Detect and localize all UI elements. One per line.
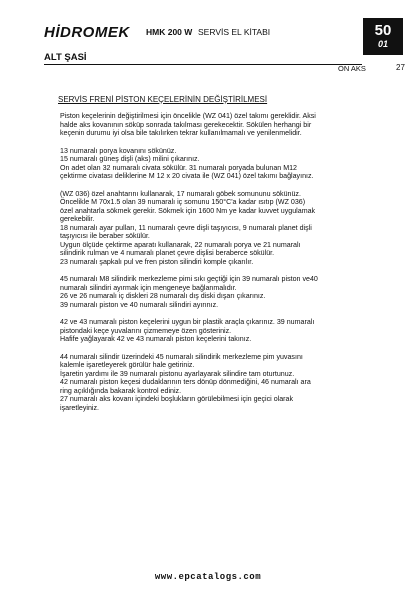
model-name: HMK 200 W xyxy=(146,27,193,37)
paragraph: 42 ve 43 numaralı piston keçelerini uygun bir plastik araçla çıkarınız. 39 numaralı pistondaki keçe yuvalarını çizmemeye özen gösteriniz. Hafife yağlayarak 42 ve 43 numaralı piston keçelerini takınız. xyxy=(60,318,315,343)
document-title: SERVİS FRENİ PİSTON KEÇELERİNİN DEĞİŞTİRİLMESİ xyxy=(58,95,268,104)
book-title: SERVİS EL KİTABI xyxy=(198,27,271,37)
subsection-title: ÖN AKS xyxy=(338,64,366,73)
page-number: 27 xyxy=(396,63,405,72)
paragraph: 45 numaralı M8 silindirik merkezleme pimi sıkı geçtiği için 39 numaralı piston ve40 numaralı silindiri ayırmak için mengeneye bağlanmalıdır. 26 ve 26 numaralı iç diskleri 28 numaralı dış diski dışarı çıkarınız. 39 numaralı piston ve 40 numaralı silindiri ayırınız. xyxy=(60,275,318,309)
chapter-sub-number: 01 xyxy=(377,39,388,49)
paragraph: Piston keçelerinin değiştirilmesi için öncelikle (WZ 041) özel takımı gereklidir. Aksi halde aks kovanının söküp sonrada takılması gerekecektir. Sökülen herhangi bir keçenin durumu iyi olsa bile takılırken tekrar kullanılmamalı ve yenilenmelidir. xyxy=(60,112,316,137)
brand-logo: HİDROMEK xyxy=(44,24,130,41)
paragraph: 13 numaralı porya kovanını sökünüz. 15 numaralı güneş dişli (aks) milini çıkarınız. On adet olan 32 numaralı civata sökülür. 31 numaralı poryada bulunan M12 çektirme civatası deliklerine M 12 x 20 civata ile (WZ 041) özel takımı bağlayınız. xyxy=(60,146,314,180)
paragraph: 44 numaralı silindir üzerindeki 45 numaralı silindirik merkezleme pim yuvasını kalemle işaretleyerek görülür hale getiriniz. İşaretin yardımı ile 39 numaralı pistonu ayarlayarak silindire tam oturtunuz. 42 numaralı piston keçesi dudaklarının ters dönüp dönmediğini, 46 numaralı ara ring açıklığında bakarak kontrol ediniz. 27 numaralı aks kovanı içindeki boşlukların görülebilmesi için geçici olarak işaretleyiniz. xyxy=(60,352,311,412)
chapter-number: 50 xyxy=(374,22,392,39)
paragraph: (WZ 036) özel anahtarını kullanarak, 17 numaralı göbek somununu sökünüz. Öncelikle M 70x1.5 olan 39 numaralı iç somunu 150°C'a kadar ısıtıp (WZ 036) özel anahtarla sökmek gerekir. Sökmek için 1600 Nm ye kadar kuvvet uygulamak gerekebilir. 18 numaralı ayar pulları, 11 numaralı çevre dişli taşıyıcısı, 9 numaralı planet dişli taşıyıcısı ile beraber sökülür. Uygun ölçüde çektirme aparatı kullanarak, 22 numaralı porya ve 21 numaralı silindirik rulman ve 4 numaralı planet çevre dişlisi beraberce sökülür. 23 numaralı şapkalı pul ve fren piston silindiri komple çıkarılır. xyxy=(60,189,316,266)
document-body xyxy=(60,112,390,421)
footer-url: www.epcatalogs.com xyxy=(154,572,262,582)
header-divider xyxy=(44,64,362,65)
section-title: ALT ŞASİ xyxy=(44,52,87,63)
chapter-badge xyxy=(363,18,403,55)
